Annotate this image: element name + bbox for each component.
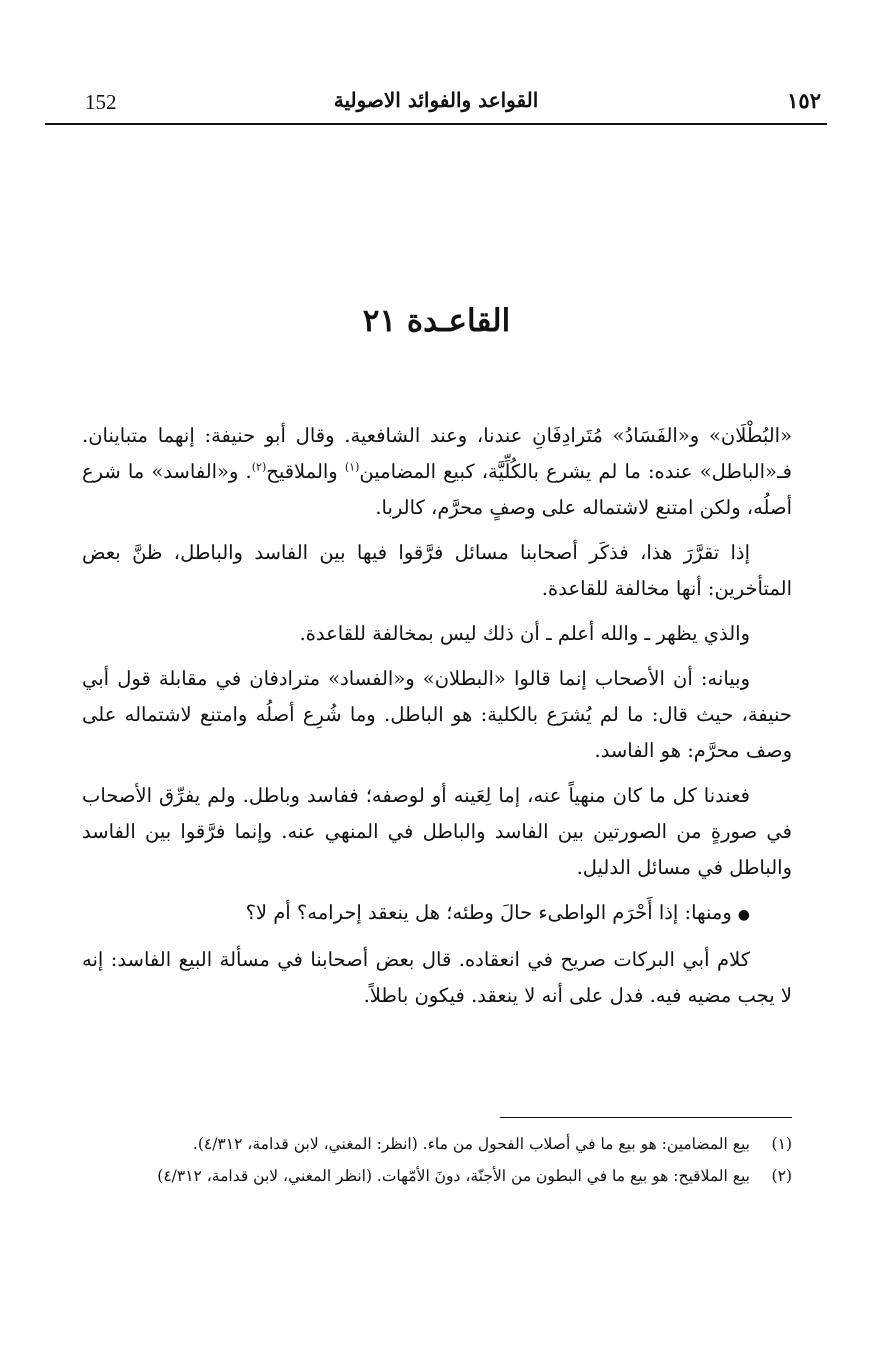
footnote-number-2: (٢) bbox=[771, 1167, 792, 1185]
chapter-title: القاعـدة ٢١ bbox=[362, 303, 511, 339]
bullet-icon: ● bbox=[737, 907, 750, 923]
paragraph-6 bbox=[82, 895, 792, 933]
footnote-1 bbox=[82, 1130, 792, 1158]
paragraph-5: فعندنا كل ما كان منهياً عنه، إما لِعَينه أو لوصفه؛ ففاسد وباطل. ولم يفرِّق الأصحاب في صورةٍ من الصورتين بين الفاسد والباطل في المنهي عنه. وإنما فرَّقوا بين الفاسد والباطل في مسائل الدليل. bbox=[82, 784, 792, 879]
footnote-ref-2[interactable]: (٢) bbox=[251, 460, 267, 474]
paragraph-1 bbox=[82, 418, 792, 526]
page-header bbox=[45, 84, 827, 124]
footnotes bbox=[82, 1130, 792, 1194]
paragraph-6-text: ومنها: إذا أَحْرَم الواطىء حالَ وطئه؛ هل ينعقد إحرامه؟ أم لا؟ bbox=[245, 901, 732, 924]
footnote-text-1: بيع المضامين: هو بيع ما في أصلاب الفحول من ماء. (انظر: المغني، لابن قدامة، ٤/٣١٢). bbox=[192, 1135, 750, 1153]
footnote-2 bbox=[82, 1162, 792, 1190]
running-title: القواعد والفوائد الاصولية bbox=[333, 88, 539, 112]
paragraph-1-part-2: والملاقيح bbox=[266, 460, 345, 483]
page-number-arabic: ١٥٢ bbox=[787, 88, 821, 113]
header-rule bbox=[45, 123, 827, 125]
paragraph-4: وبيانه: أن الأصحاب إنما قالوا «البطلان» و«الفساد» مترادفان في مقابلة قول أبي حنيفة، حيث قال: ما لم يُشرَع بالكلية: هو الباطل. وما شُرِع أصلُه وامتنع لاشتماله على وصف محرَّم: هو الفاسد. bbox=[82, 667, 792, 762]
footnote-text-2: بيع الملاقيح: هو بيع ما في البطون من الأجنّة، دونَ الأمّهات. (انظر المغني، لابن قدامة، ٤/٣١٢) bbox=[157, 1167, 750, 1185]
paragraph-1-part-3: . و«الفاسد» ما شرع أصلُه، ولكن امتنع لاشتماله على وصفٍ محرَّم، كالربا. bbox=[82, 460, 792, 519]
paragraph-7: كلام أبي البركات صريح في انعقاده. قال بعض أصحابنا في مسألة البيع الفاسد: إنه لا يجب مضيه فيه. فدل على أنه لا ينعقد. فيكون باطلاً. bbox=[82, 948, 792, 1007]
paragraph-3: والذي يظهر ـ والله أعلم ـ أن ذلك ليس بمخالفة للقاعدة. bbox=[299, 622, 750, 645]
paragraph-2: إذا تقرَّرَ هذا، فذكَر أصحابنا مسائل فرَّقوا فيها بين الفاسد والباطل، ظنَّ بعض المتأخرين: أنها مخالفة للقاعدة. bbox=[82, 541, 792, 600]
footnote-ref-1[interactable]: (١) bbox=[344, 460, 360, 474]
page-number-latin: 152 bbox=[85, 90, 117, 114]
footnote-separator bbox=[500, 1117, 792, 1118]
main-text bbox=[82, 418, 792, 1023]
footnote-number-1: (١) bbox=[771, 1135, 792, 1153]
paragraph-1-part-1: «البُطْلَان» و«الفَسَادُ» مُتَرادِفَانِ عندنا، وعند الشافعية. وقال أبو حنيفة: إنهما متباينان. فـ«الباطل» عنده: ما لم يشرع بالكُلِّيَّة، كبيع المضامين bbox=[82, 424, 793, 483]
